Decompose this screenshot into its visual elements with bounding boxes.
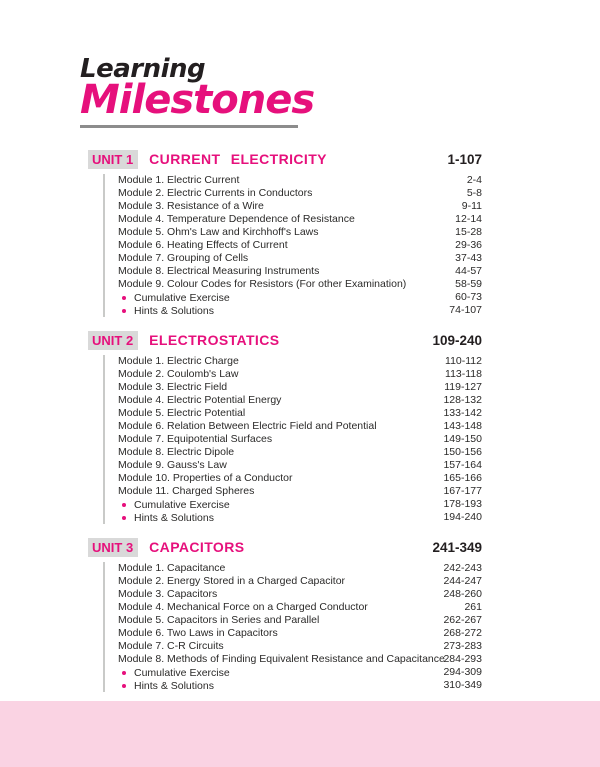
toc-row: [118, 187, 482, 200]
unit-label: UNIT 3: [88, 538, 138, 557]
toc-row: [118, 679, 482, 692]
row-title: Module 7. C-R Circuits: [118, 640, 224, 652]
row-pages: 110-112: [445, 355, 482, 367]
toc-row: [118, 498, 482, 511]
unit-section: [88, 330, 482, 524]
toc-row: [118, 627, 482, 640]
unit-pages: 241-349: [432, 539, 482, 555]
toc-row: [118, 614, 482, 627]
unit-pages: 109-240: [432, 332, 482, 348]
row-title: Module 8. Electrical Measuring Instruments: [118, 265, 320, 277]
row-pages: 60-73: [455, 291, 482, 303]
row-title: Module 1. Electric Charge: [118, 355, 239, 367]
toc-row: [118, 575, 482, 588]
row-title: Module 7. Grouping of Cells: [118, 252, 249, 264]
row-pages: 15-28: [455, 226, 482, 238]
logo-line2: Milestones: [80, 77, 315, 123]
row-pages: 44-57: [455, 265, 482, 277]
row-title: Module 9. Colour Codes for Resistors (For other Examination): [118, 278, 407, 290]
unit-body: [103, 562, 482, 692]
row-pages: 248-260: [443, 588, 482, 600]
toc-row: [118, 265, 482, 278]
row-pages: 143-148: [443, 420, 482, 432]
row-pages: 128-132: [443, 394, 482, 406]
row-title: Cumulative Exercise: [134, 498, 230, 511]
bullet-icon: [122, 503, 126, 507]
unit-header: [88, 330, 482, 350]
book-logo: [80, 56, 314, 128]
toc-row: [118, 485, 482, 498]
row-pages: 244-247: [443, 575, 482, 587]
row-pages: 165-166: [443, 472, 482, 484]
unit-title: CURRENT ELECTRICITY: [149, 151, 327, 167]
toc-row: [118, 588, 482, 601]
row-title: Module 8. Electric Dipole: [118, 446, 235, 458]
row-pages: 167-177: [443, 485, 482, 497]
row-title: Module 8. Methods of Finding Equivalent Resistance and Capacitance: [118, 653, 445, 665]
row-title: Module 10. Properties of a Conductor: [118, 472, 293, 484]
row-pages: 273-283: [443, 640, 482, 652]
row-pages: 150-156: [443, 446, 482, 458]
toc-row: [118, 226, 482, 239]
row-title: Module 3. Electric Field: [118, 381, 228, 393]
bullet-icon: [122, 684, 126, 688]
row-pages: 262-267: [443, 614, 482, 626]
bullet-icon: [122, 671, 126, 675]
row-title: Hints & Solutions: [134, 679, 214, 692]
toc-row: [118, 562, 482, 575]
row-title: Module 1. Electric Current: [118, 174, 240, 186]
row-pages: 261: [464, 601, 482, 613]
bullet-icon: [122, 309, 126, 313]
toc-row: [118, 653, 482, 666]
toc-row: [118, 666, 482, 679]
row-title: Module 5. Electric Potential: [118, 407, 246, 419]
row-title: Hints & Solutions: [134, 304, 214, 317]
row-pages: 133-142: [443, 407, 482, 419]
toc-row: [118, 239, 482, 252]
row-title: Hints & Solutions: [134, 511, 214, 524]
row-title: Module 4. Mechanical Force on a Charged Conductor: [118, 601, 368, 613]
toc-row: [118, 511, 482, 524]
unit-body: [103, 355, 482, 524]
unit-label: UNIT 2: [88, 331, 138, 350]
toc-row: [118, 278, 482, 291]
row-pages: 74-107: [449, 304, 482, 316]
table-of-contents: [88, 149, 482, 705]
toc-row: [118, 213, 482, 226]
row-pages: 268-272: [443, 627, 482, 639]
toc-row: [118, 459, 482, 472]
row-title: Module 2. Energy Stored in a Charged Capacitor: [118, 575, 346, 587]
row-title: Module 11. Charged Spheres: [118, 485, 255, 497]
row-pages: 194-240: [443, 511, 482, 523]
toc-row: [118, 640, 482, 653]
row-title: Module 5. Ohm's Law and Kirchhoff's Laws: [118, 226, 319, 238]
row-title: Module 6. Heating Effects of Current: [118, 239, 288, 251]
toc-row: [118, 291, 482, 304]
row-pages: 157-164: [443, 459, 482, 471]
row-title: Cumulative Exercise: [134, 291, 230, 304]
toc-row: [118, 446, 482, 459]
unit-header: [88, 149, 482, 169]
row-pages: 178-193: [443, 498, 482, 510]
row-pages: 310-349: [443, 679, 482, 691]
toc-row: [118, 407, 482, 420]
bullet-icon: [122, 516, 126, 520]
bullet-icon: [122, 296, 126, 300]
unit-section: [88, 149, 482, 317]
logo-line1: Learning: [80, 54, 206, 84]
toc-row: [118, 304, 482, 317]
row-pages: 149-150: [443, 433, 482, 445]
unit-section: [88, 537, 482, 692]
row-title: Module 6. Relation Between Electric Field and Potential: [118, 420, 377, 432]
row-pages: 37-43: [455, 252, 482, 264]
row-pages: 284-293: [443, 653, 482, 665]
row-pages: 5-8: [466, 187, 482, 199]
row-pages: 2-4: [466, 174, 482, 186]
toc-row: [118, 420, 482, 433]
row-pages: 29-36: [455, 239, 482, 251]
toc-row: [118, 381, 482, 394]
logo-underline: [80, 125, 298, 128]
row-title: Module 3. Resistance of a Wire: [118, 200, 264, 212]
unit-title: ELECTROSTATICS: [149, 332, 280, 348]
row-title: Module 6. Two Laws in Capacitors: [118, 627, 278, 639]
row-pages: 58-59: [455, 278, 482, 290]
row-title: Module 5. Capacitors in Series and Parallel: [118, 614, 320, 626]
unit-label: UNIT 1: [88, 150, 138, 169]
toc-row: [118, 601, 482, 614]
row-pages: 242-243: [443, 562, 482, 574]
bottom-pink-band: [0, 701, 600, 767]
row-title: Module 4. Electric Potential Energy: [118, 394, 282, 406]
row-title: Module 4. Temperature Dependence of Resistance: [118, 213, 355, 225]
row-title: Module 7. Equipotential Surfaces: [118, 433, 273, 445]
unit-pages: 1-107: [447, 151, 482, 167]
row-pages: 119-127: [444, 381, 482, 393]
row-title: Module 9. Gauss's Law: [118, 459, 227, 471]
row-title: Module 1. Capacitance: [118, 562, 226, 574]
row-title: Cumulative Exercise: [134, 666, 230, 679]
row-pages: 294-309: [443, 666, 482, 678]
unit-header: [88, 537, 482, 557]
toc-row: [118, 200, 482, 213]
toc-row: [118, 174, 482, 187]
toc-row: [118, 368, 482, 381]
row-title: Module 2. Electric Currents in Conductors: [118, 187, 313, 199]
row-pages: 113-118: [445, 368, 482, 380]
unit-title: CAPACITORS: [149, 539, 245, 555]
toc-row: [118, 355, 482, 368]
toc-row: [118, 433, 482, 446]
row-title: Module 2. Coulomb's Law: [118, 368, 239, 380]
toc-row: [118, 472, 482, 485]
row-pages: 9-11: [461, 200, 482, 212]
unit-body: [103, 174, 482, 317]
toc-row: [118, 252, 482, 265]
toc-row: [118, 394, 482, 407]
row-title: Module 3. Capacitors: [118, 588, 218, 600]
row-pages: 12-14: [455, 213, 482, 225]
